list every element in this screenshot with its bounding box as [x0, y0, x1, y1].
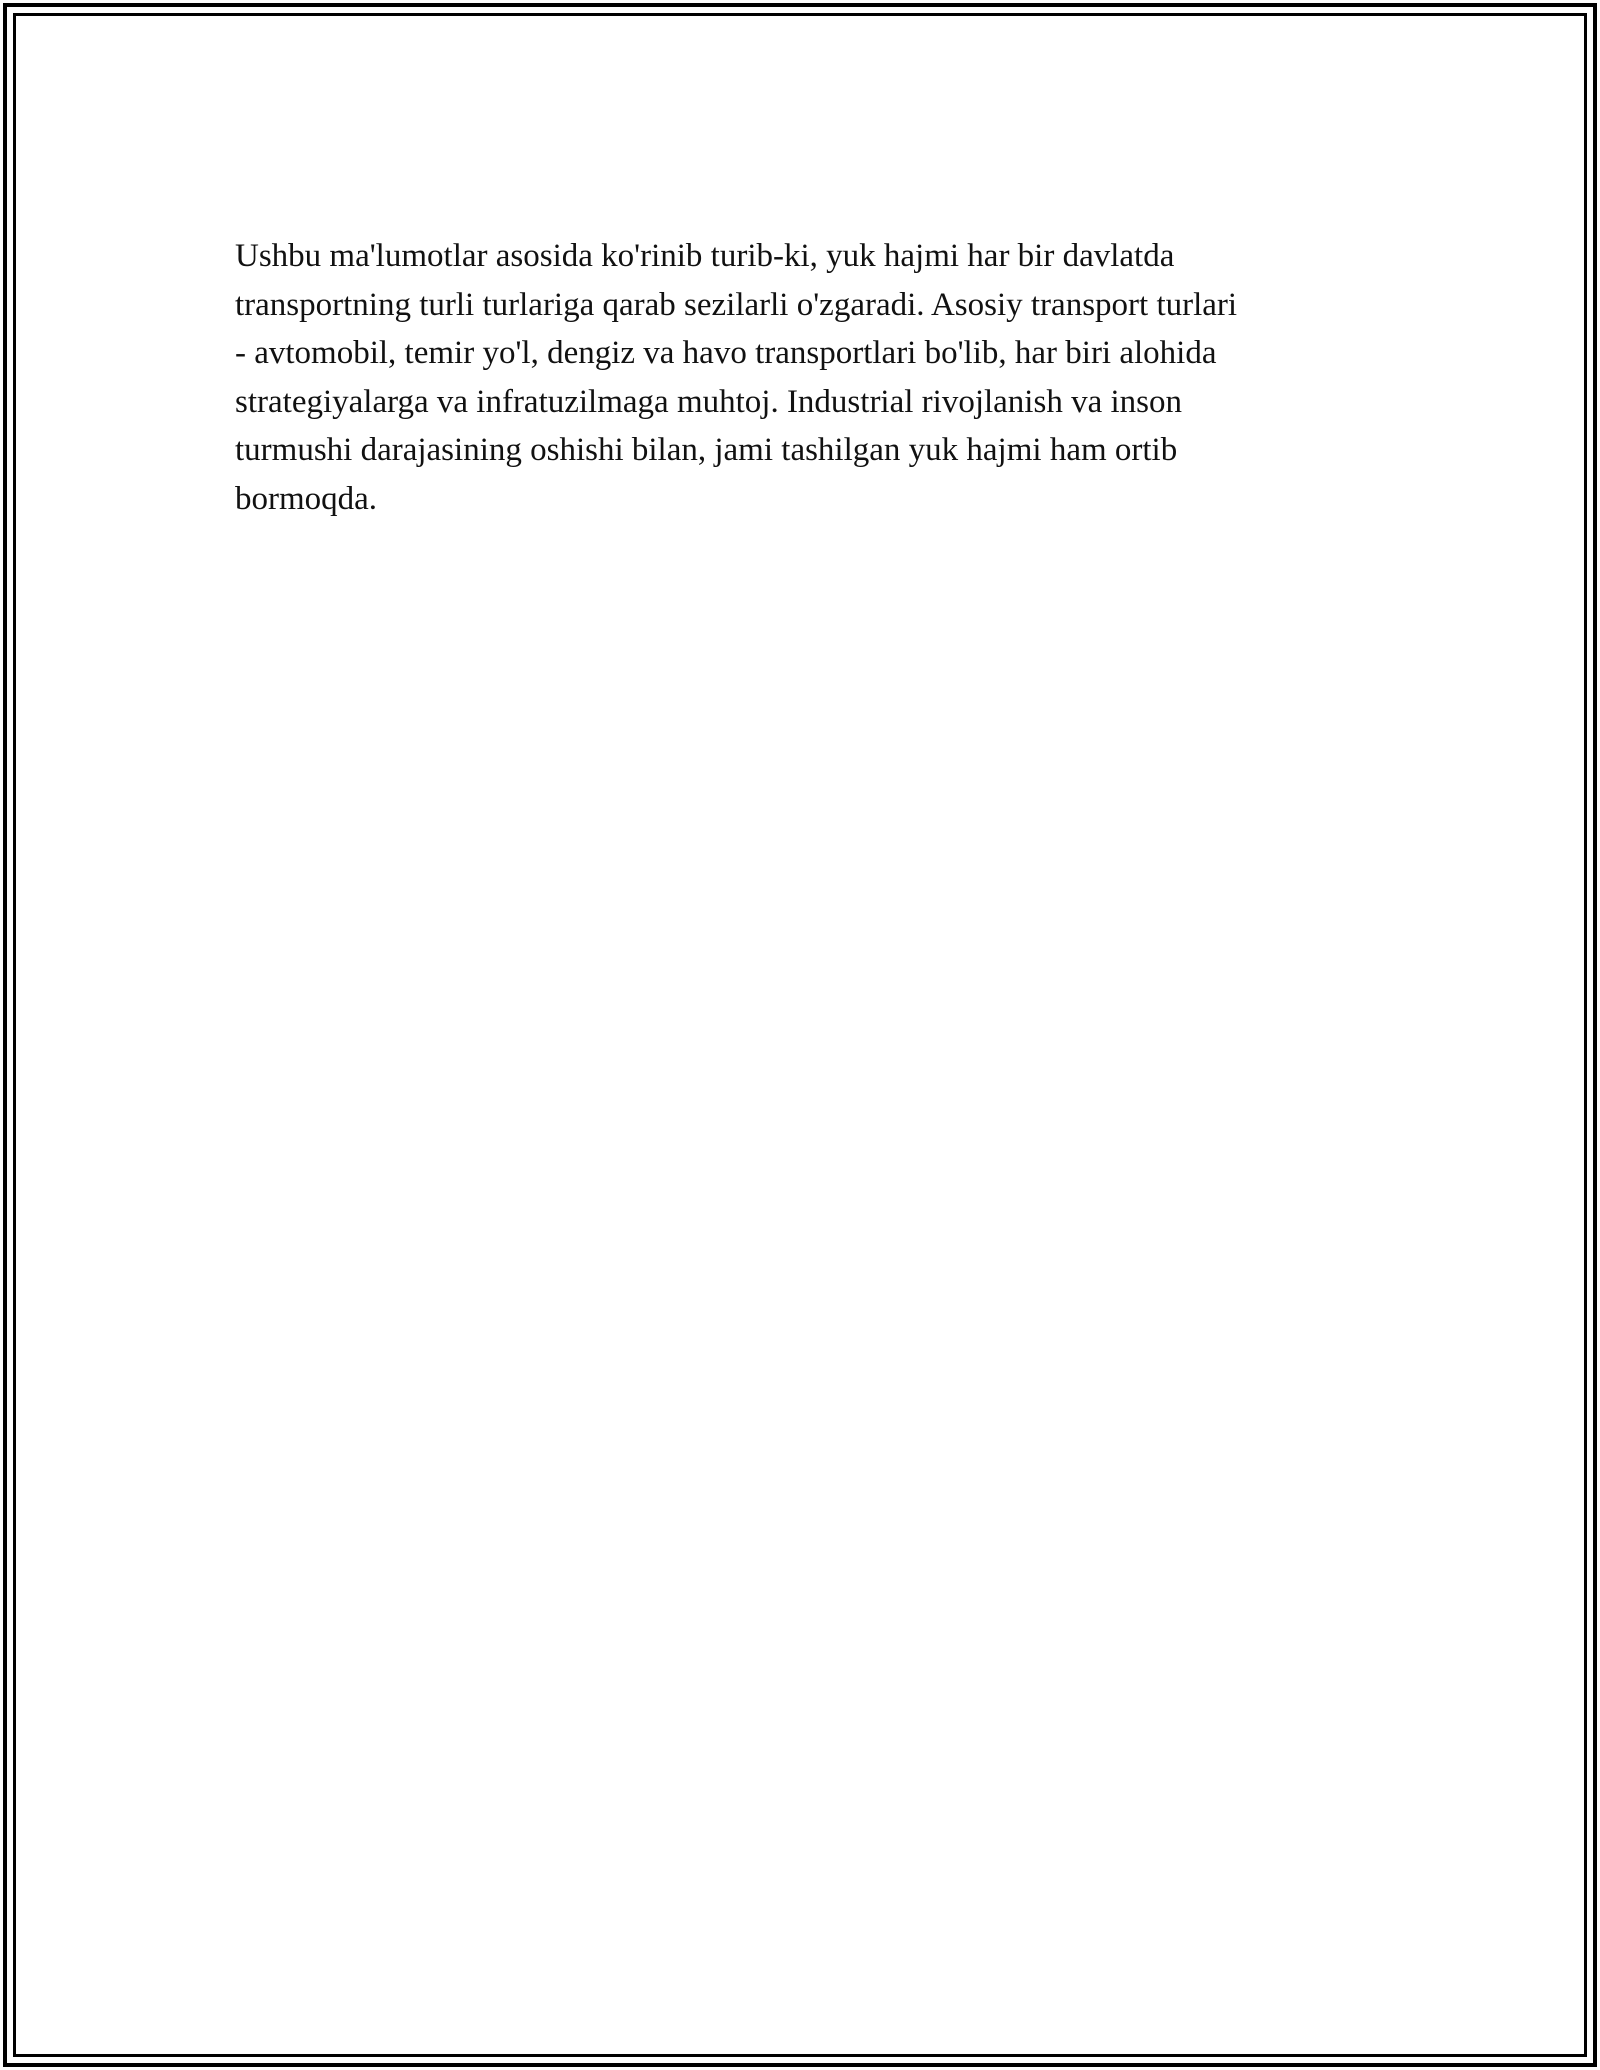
body-paragraph: Ushbu ma'lumotlar asosida ko'rinib turib-ki, yuk hajmi har bir davlatda transportning turli turlariga qarab sezilarli o'zgaradi. Asosiy transport turlari - avtomobil, temir yo'l, dengiz va havo transportlari bo'lib, har biri alohida strategiyalarga va infratuzilmaga muhtoj. Industrial rivojlanish va inson turmushi darajasining oshishi bilan, jami tashilgan yuk hajmi ham ortib bormoqda. [235, 238, 1238, 517]
